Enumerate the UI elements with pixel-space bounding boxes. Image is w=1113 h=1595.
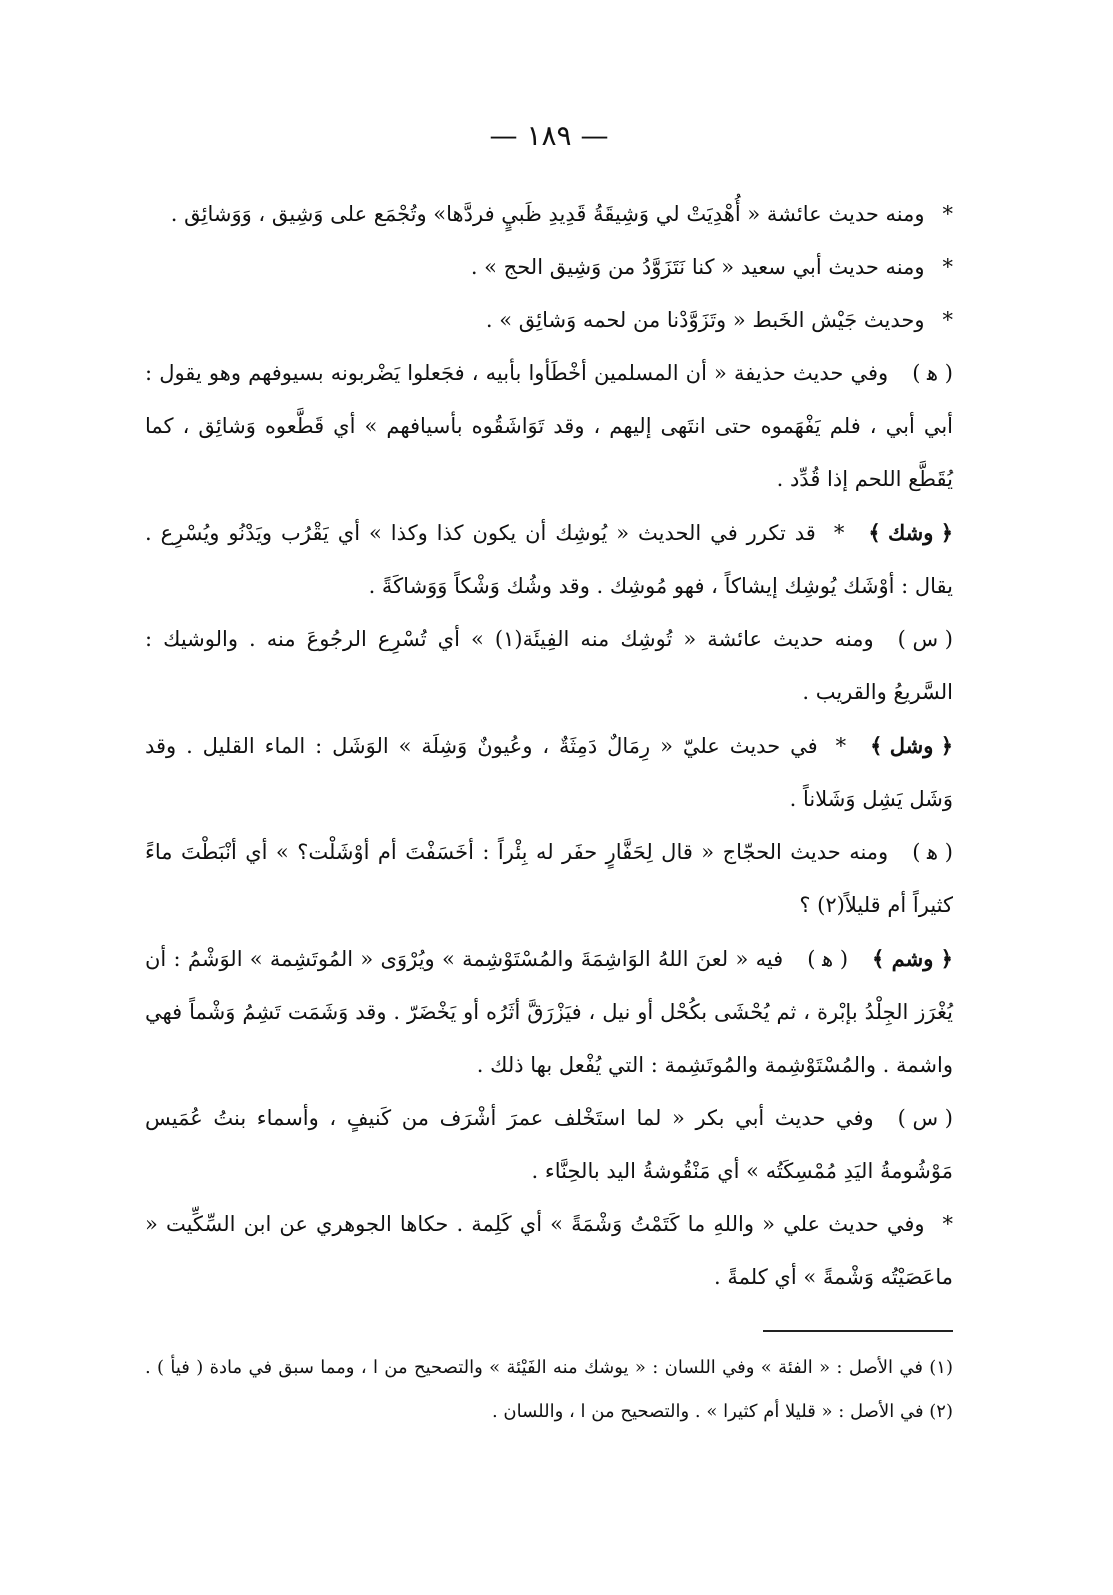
footnotes [145,1346,953,1434]
paragraph [145,1092,953,1198]
footnote-separator [763,1330,953,1332]
asterisk-mark: * [942,202,953,226]
paragraph-text: ومنه حديث عائشة « أُهْدِيَتْ لي وَشِيقَةُ قَدِيدِ ظَبيٍ فردَّها» وتُجْمَع على وَشِيق ، وَوَشائِق . [170,202,925,226]
paragraph [145,241,953,294]
paragraph [145,932,953,1092]
paragraph-text: وفي حديث علي « واللهِ ما كَتَمْتُ وَشْمَةً » أي كَلِمة . حكاها الجوهري عن ابن السِّكِّيت « ماعَصَيْتُه وَشْمةً » أي كلمةً . [145,1212,953,1289]
asterisk-mark: * [942,1212,953,1236]
paragraph [145,188,953,241]
paragraph [145,613,953,719]
footnote: (١) في الأصل : « الفئة » وفي اللسان : « يوشك منه الفَيْئة » والتصحيح من ا ، ومما سبق في مادة ( فيأ ) . (٢) في الأصل : « قليلا أم كثيرا » . والتصحيح من ا ، واللسان . [145,1357,953,1422]
asterisk-mark: * [835,734,847,758]
paragraph [145,294,953,347]
source-tag: ( س ) [897,627,953,651]
paragraph [145,719,953,826]
source-tag: ( ﻫ ) [807,947,849,971]
paragraph-text: وحديث جَيْش الخَبط « وتَزَوَّدْنا من لحمه وَشائِق » . [485,308,925,332]
asterisk-mark: * [833,521,845,545]
asterisk-mark: * [942,308,953,332]
source-tag: ( س ) [897,1106,953,1130]
paragraph [145,826,953,932]
page-number: — ١٨٩ — [489,119,609,152]
paragraph-text: ومنه حديث أبي سعيد « كنا نَتَزَوَّدُ من وَشِيق الحج » . [470,255,925,279]
paragraph-text: وفي حديث أبي بكر « لما استَخْلف عمرَ أشْرَف من كَنيفٍ ، وأسماء بنتُ عُمَيس مَوْشُومةُ اليَدِ مُمْسِكَتُه » أي مَنْقُوشةُ اليد بالحِنَّاء . [145,1106,953,1183]
source-tag: ( ﻫ ) [912,361,953,385]
paragraph-text: في حديث عليّ « رِمَالٌ دَمِثَةٌ ، وعُيونٌ وَشِلَة » الوَشَل : الماء القليل . وقد وَشَل يَشِل وَشَلاناً . [145,734,953,811]
source-tag: ( ﻫ ) [912,840,953,864]
paragraph-text: وفي حديث حذيفة « أن المسلمين أخْطَأوا بأبيه ، فجَعلوا يَضْربونه بسيوفهم وهو يقول : أبي أبي ، فلم يَفْهَموه حتى انتَهى إليهم ، وقد تَوَاشَقُوه بأسيافهم » أي قَطَّعوه وَشائِق ، كما يُقَطَّع اللحم إذا قُدِّد . [145,361,953,491]
paragraph-text: ومنه حديث عائشة « تُوشِك منه الفِيئَة(١) » أي تُسْرِع الرجُوعَ منه . والوشيك : السَّريعُ والقريب . [145,627,953,704]
paragraph [145,506,953,613]
asterisk-mark: * [942,255,953,279]
entry-headword: ﴿ وشل ﴾ [870,733,953,758]
entry-headword: ﴿ وشم ﴾ [872,946,953,971]
paragraph-text: ومنه حديث الحجّاج « قال لِحَفَّارٍ حفَر له بِئْراً : أخَسَفْتَ أم أوْشَلْت؟ » أي أنْبَطْتَ ماءً كثيراً أم قليلاً(٢) ؟ [145,840,953,917]
entry-headword: ﴿ وشك ﴾ [868,520,953,545]
paragraph [145,347,953,506]
main-text [145,188,953,1304]
paragraph-text: قد تكرر في الحديث « يُوشِك أن يكون كذا وكذا » أي يَقْرُب ويَدْنُو ويُسْرِع . يقال : أوْشَك يُوشِك إيشاكاً ، فهو مُوشِك . وقد وشُك وَشْكاً وَوَشاكَةً . [145,521,953,598]
paragraph-text: فيه « لعنَ اللهُ الوَاشِمَةَ والمُسْتَوْشِمة » ويُرْوَى « المُوتَشِمة » الوَشْمُ : أن يُغْرَز الجِلْدُ بإبْرة ، ثم يُحْشَى بكُحْل أو نيل ، فيَزْرَقَّ أثَرُه أو يَخْضَرّ . وقد وَشَمَت تَشِمُ وَشْماً فهي واشمة . والمُسْتَوْشِمة والمُوتَشِمة : التي يُفْعل بها ذلك . [145,947,953,1077]
paragraph [145,1198,953,1304]
